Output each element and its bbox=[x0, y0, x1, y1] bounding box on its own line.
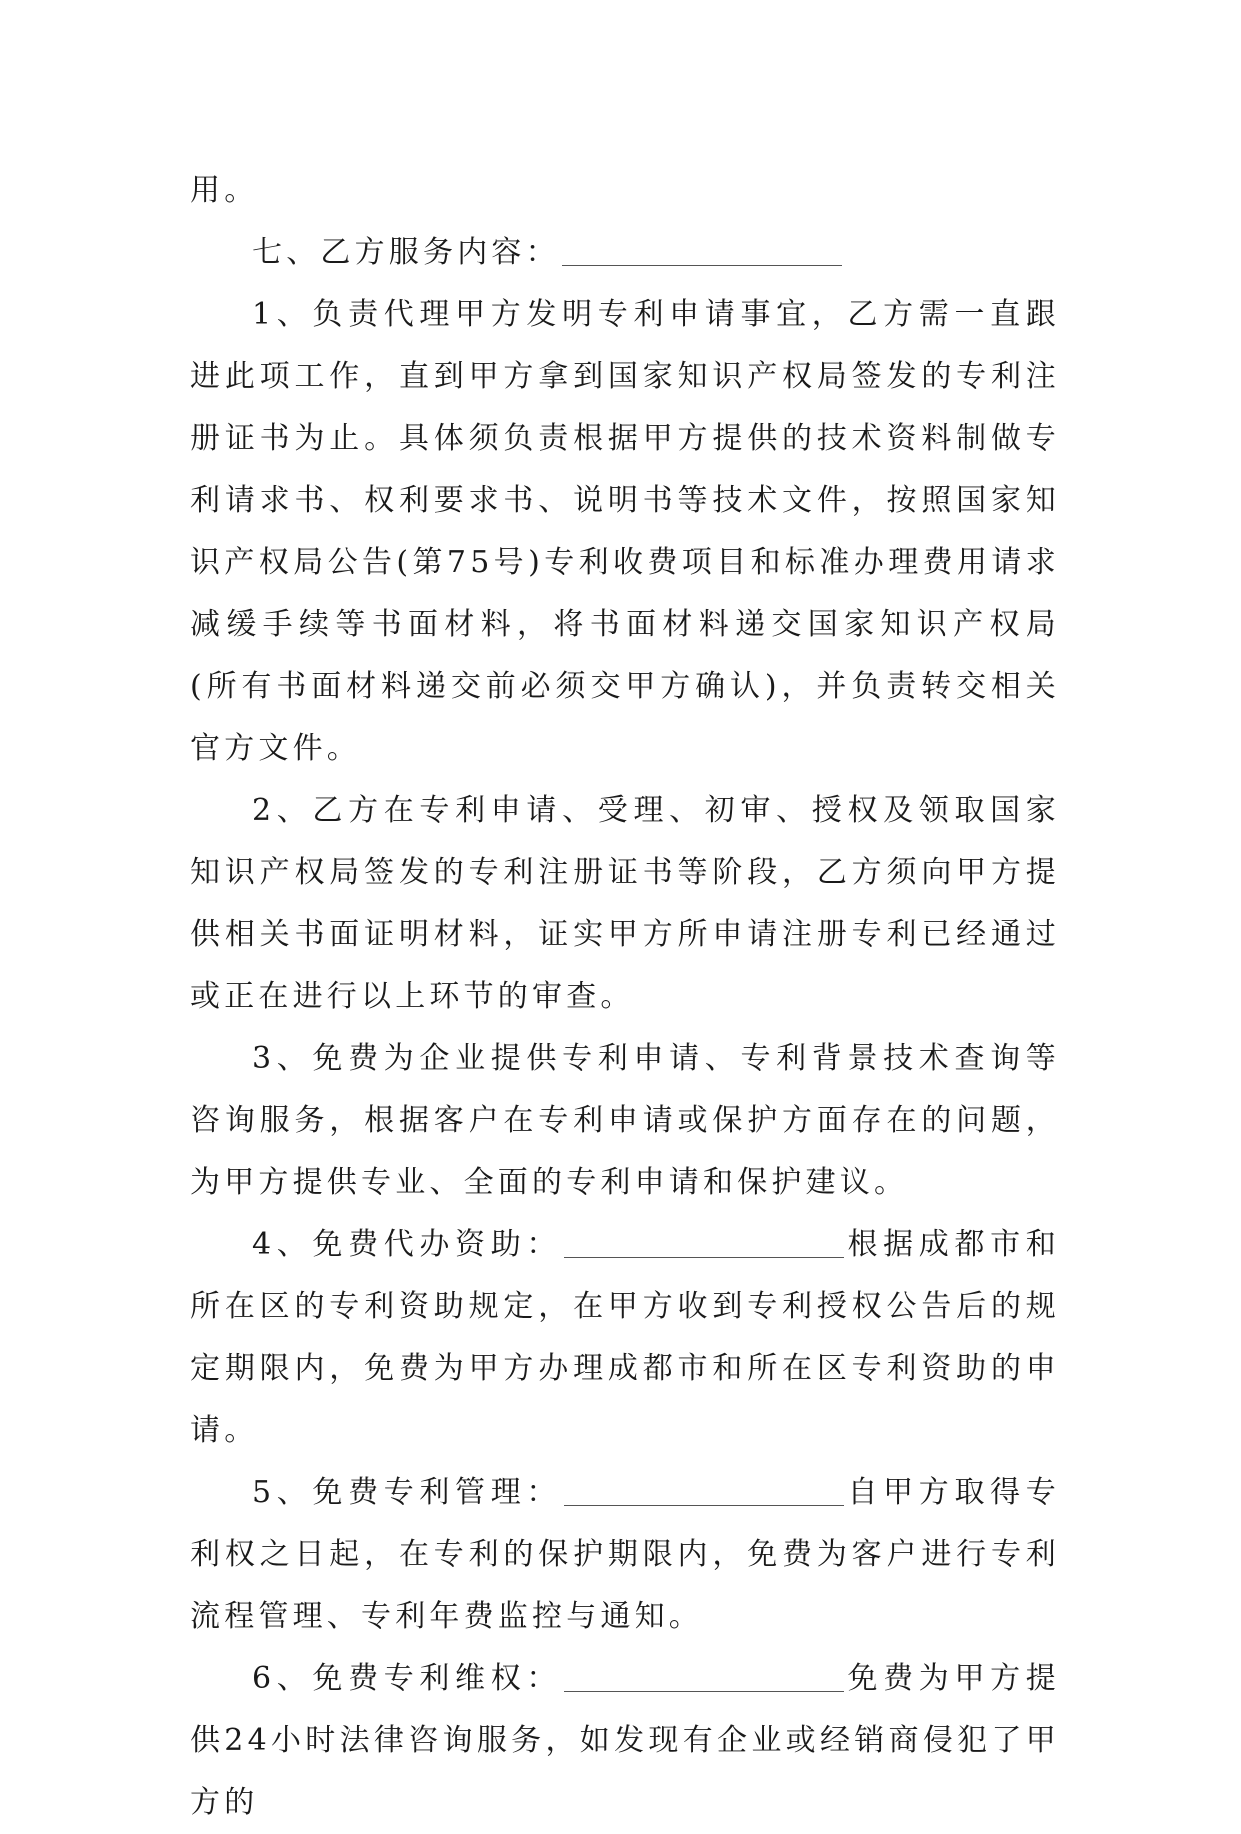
item-label: 6、免费专利维权： bbox=[252, 1661, 563, 1696]
paragraph-item-2 bbox=[190, 780, 1060, 1028]
document-body bbox=[190, 160, 1060, 1834]
paragraph-item-1 bbox=[190, 284, 1060, 780]
paragraph-item-3 bbox=[190, 1028, 1060, 1214]
paragraph-text: 根据成都市和所在区的专利资助规定，在甲方收到专利授权公告后的规定期限内，免费为甲方办理成都市和所在区专利资助的申请。 bbox=[190, 1227, 1060, 1448]
item-label: 4、免费代办资助： bbox=[252, 1227, 563, 1262]
section-heading-label: 七、乙方服务内容： bbox=[252, 235, 560, 270]
paragraph-item-4 bbox=[190, 1214, 1060, 1462]
paragraph-text: 自甲方取得专利权之日起，在专利的保护期限内，免费为客户进行专利流程管理、专利年费监控与通知。 bbox=[190, 1475, 1060, 1634]
paragraph-text: 3、免费为企业提供专利申请、专利背景技术查询等咨询服务，根据客户在专利申请或保护方面存在的问题，为甲方提供专业、全面的专利申请和保护建议。 bbox=[190, 1041, 1060, 1200]
paragraph-item-5 bbox=[190, 1462, 1060, 1648]
fill-in-blank bbox=[562, 235, 842, 266]
paragraph-continuation bbox=[190, 160, 1060, 222]
paragraph-text: 用。 bbox=[190, 173, 259, 208]
paragraph-text: 免费为甲方提供24小时法律咨询服务，如发现有企业或经销商侵犯了甲方的 bbox=[190, 1661, 1060, 1820]
fill-in-blank bbox=[564, 1475, 844, 1506]
item-label: 5、免费专利管理： bbox=[252, 1475, 563, 1510]
fill-in-blank bbox=[564, 1227, 844, 1258]
paragraph-item-6 bbox=[190, 1648, 1060, 1834]
fill-in-blank bbox=[564, 1661, 844, 1692]
section-heading bbox=[190, 222, 1060, 284]
paragraph-text: 1、负责代理甲方发明专利申请事宜，乙方需一直跟进此项工作，直到甲方拿到国家知识产权局签发的专利注册证书为止。具体须负责根据甲方提供的技术资料制做专利请求书、权利要求书、说明书等技术文件，按照国家知识产权局公告(第75号)专利收费项目和标准办理费用请求减缓手续等书面材料，将书面材料递交国家知识产权局(所有书面材料递交前必须交甲方确认)，并负责转交相关官方文件。 bbox=[190, 297, 1060, 766]
paragraph-text: 2、乙方在专利申请、受理、初审、授权及领取国家知识产权局签发的专利注册证书等阶段，乙方须向甲方提供相关书面证明材料，证实甲方所申请注册专利已经通过或正在进行以上环节的审查。 bbox=[190, 793, 1060, 1014]
